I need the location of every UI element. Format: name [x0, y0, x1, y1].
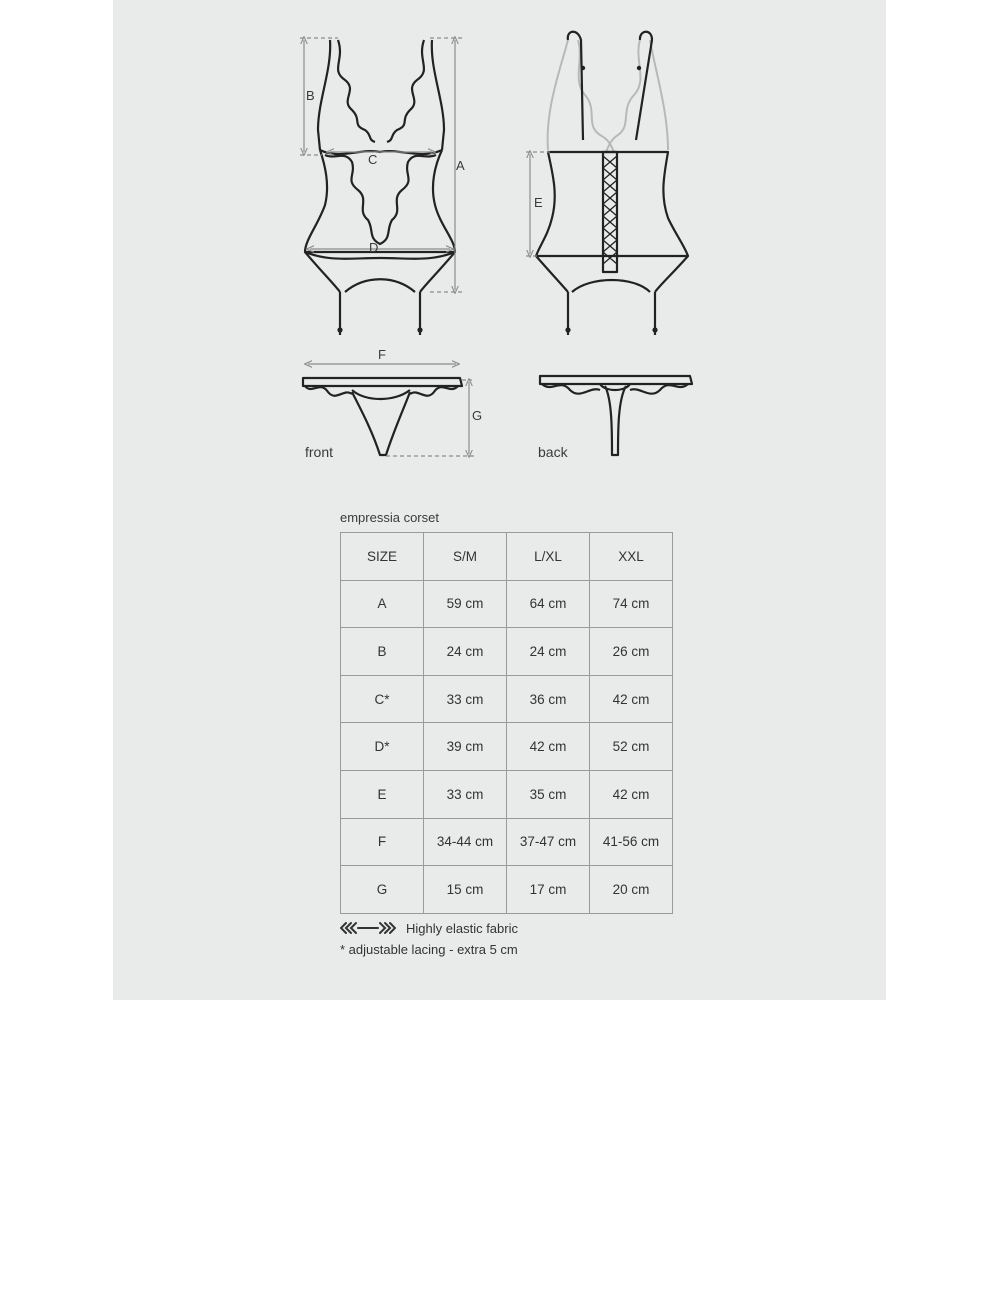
table-row [341, 866, 673, 914]
table-row [341, 770, 673, 818]
table-cell: 52 cm [590, 723, 673, 771]
garment-diagram [0, 0, 1000, 500]
size-table [340, 532, 673, 914]
front-corset-drawing [305, 40, 455, 335]
header-xxl: XXL [590, 533, 673, 581]
table-cell: 26 cm [590, 628, 673, 676]
elastic-arrows-icon [340, 920, 396, 936]
table-cell: 24 cm [507, 628, 590, 676]
dim-label-g: G [472, 408, 483, 423]
table-cell: 42 cm [507, 723, 590, 771]
table-row [341, 818, 673, 866]
elastic-legend [340, 920, 518, 936]
table-header-row [341, 533, 673, 581]
table-cell: 34-44 cm [424, 818, 507, 866]
table-cell: 41-56 cm [590, 818, 673, 866]
table-cell: 37-47 cm [507, 818, 590, 866]
dim-label-d: D [369, 240, 379, 255]
table-cell: C* [341, 675, 424, 723]
table-cell: E [341, 770, 424, 818]
table-cell: 59 cm [424, 580, 507, 628]
dim-label-e: E [534, 195, 543, 210]
table-cell: 74 cm [590, 580, 673, 628]
table-cell: A [341, 580, 424, 628]
table-cell: 42 cm [590, 675, 673, 723]
table-cell: 33 cm [424, 770, 507, 818]
table-cell: 33 cm [424, 675, 507, 723]
dim-label-c: C [368, 152, 378, 167]
back-view-label: back [538, 444, 568, 460]
table-cell: D* [341, 723, 424, 771]
table-cell: 36 cm [507, 675, 590, 723]
table-cell: 39 cm [424, 723, 507, 771]
table-cell: B [341, 628, 424, 676]
table-cell: 17 cm [507, 866, 590, 914]
footnote: * adjustable lacing - extra 5 cm [340, 942, 518, 957]
table-row [341, 723, 673, 771]
table-cell: 64 cm [507, 580, 590, 628]
table-row [341, 580, 673, 628]
back-corset-drawing [536, 32, 688, 335]
table-title: empressia corset [340, 510, 439, 525]
header-sm: S/M [424, 533, 507, 581]
front-view-label: front [305, 444, 334, 460]
table-cell: G [341, 866, 424, 914]
legend-text: Highly elastic fabric [406, 920, 518, 936]
table-row [341, 628, 673, 676]
table-cell: F [341, 818, 424, 866]
dim-label-f: F [378, 347, 386, 362]
dim-label-a: A [456, 158, 465, 173]
table-row [341, 675, 673, 723]
table-cell: 24 cm [424, 628, 507, 676]
table-cell: 15 cm [424, 866, 507, 914]
header-size: SIZE [341, 533, 424, 581]
table-cell: 35 cm [507, 770, 590, 818]
back-lacing [603, 156, 617, 264]
table-cell: 42 cm [590, 770, 673, 818]
dim-label-b: B [306, 88, 315, 103]
table-cell: 20 cm [590, 866, 673, 914]
header-lxl: L/XL [507, 533, 590, 581]
